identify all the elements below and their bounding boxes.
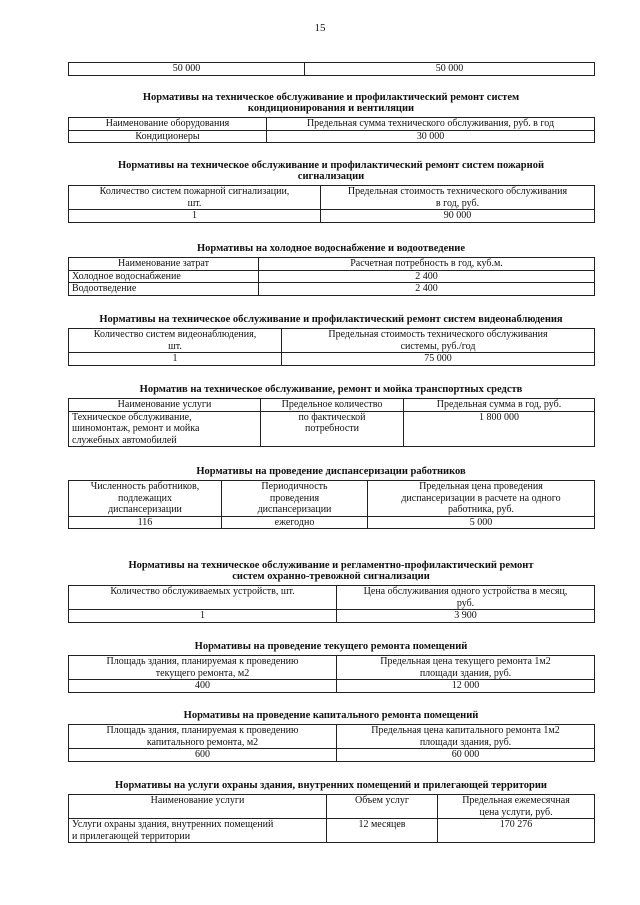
column-header: Наименование оборудования: [69, 118, 267, 131]
table-cell: 170 276: [438, 819, 595, 843]
table-cell: 5 000: [368, 516, 595, 529]
table-cell: [69, 819, 327, 843]
video-surveillance-table: [68, 328, 595, 366]
column-header: [282, 329, 595, 353]
table-header-row: [69, 258, 595, 271]
carryover-table-section: [68, 62, 594, 76]
section-title: Нормативы на техническое обслуживание и профилактический ремонт систем видеонаблюдения: [99, 314, 563, 325]
column-header: Наименование услуги: [69, 795, 327, 819]
table-header-row: [69, 186, 595, 210]
table-header-row: [69, 481, 595, 517]
header-line: Площадь здания, планируемая к проведению: [106, 656, 299, 667]
vehicle-maintenance-table: [68, 398, 595, 447]
cell-line: шиномонтаж, ремонт и мойка: [72, 423, 200, 434]
column-header: [321, 186, 595, 210]
header-line: руб.: [456, 597, 475, 609]
column-header: Предельная сумма технического обслуживания, руб. в год: [267, 118, 595, 131]
table-cell: 12 000: [337, 680, 595, 693]
section-title: [68, 160, 594, 182]
current-repair-section: [68, 641, 594, 693]
header-line: Предельная ежемесячная: [462, 795, 570, 806]
table-row: [69, 130, 595, 143]
header-line: цена услуги, руб.: [479, 806, 553, 818]
table-cell: 1 800 000: [404, 411, 595, 447]
cell-line: и прилегающей территории: [72, 830, 191, 842]
section-title: [68, 560, 594, 582]
table-row: [69, 270, 595, 283]
cell-line: по фактической: [298, 411, 366, 423]
column-header: Расчетная потребность в год, куб.м.: [259, 258, 595, 271]
column-header: [337, 656, 595, 680]
column-header: [69, 725, 337, 749]
section-title: Нормативы на услуги охраны здания, внутренних помещений и прилегающей территории: [115, 780, 547, 791]
section-title: Нормативы на проведение диспансеризации работников: [196, 466, 466, 477]
table-cell: [261, 411, 404, 447]
section-title: Нормативы на холодное водоснабжение и водоотведение: [196, 243, 466, 254]
table-header-row: [69, 118, 595, 131]
table-row: [69, 210, 595, 223]
title-line: Нормативы на техническое обслуживание и профилактический ремонт систем пожарной: [117, 160, 544, 171]
table-header-row: [69, 329, 595, 353]
fire-alarm-section: [68, 160, 594, 223]
table-header-row: [69, 399, 595, 412]
table-header-row: [69, 586, 595, 610]
column-header: [69, 329, 282, 353]
table-cell: 600: [69, 749, 337, 762]
column-header: [337, 725, 595, 749]
security-alarm-table: [68, 585, 595, 623]
table-row: [69, 283, 595, 296]
header-line: Количество систем видеонаблюдения,: [93, 329, 257, 340]
table-cell: ежегодно: [222, 516, 368, 529]
table-cell: 2 400: [259, 270, 595, 283]
section-title: Нормативы на проведение капитального ремонта помещений: [183, 710, 479, 721]
table-header-row: [69, 795, 595, 819]
cell-line: Техническое обслуживание,: [72, 411, 192, 423]
column-header: [368, 481, 595, 517]
column-header: [438, 795, 595, 819]
section-title: [68, 92, 594, 114]
table-cell: 50 000: [305, 63, 595, 76]
table-header-row: [69, 725, 595, 749]
table-row: [69, 353, 595, 366]
table-cell: Холодное водоснабжение: [69, 270, 259, 283]
header-line: работника, руб.: [448, 504, 514, 515]
column-header: Наименование услуги: [69, 399, 261, 412]
guard-services-table: [68, 794, 595, 843]
table-cell: Кондиционеры: [69, 130, 267, 143]
capital-repair-section: [68, 710, 594, 762]
table-cell: 1: [69, 353, 282, 366]
table-cell: 400: [69, 680, 337, 693]
column-header: Объем услуг: [327, 795, 438, 819]
guard-services-section: [68, 780, 594, 843]
title-line: Нормативы на техническое обслуживание и профилактический ремонт систем: [142, 92, 520, 103]
medical-exam-table: [68, 480, 595, 529]
header-line: Предельная стоимость технического обслуживания: [347, 186, 568, 197]
security-alarm-section: [68, 560, 594, 623]
column-header: [69, 481, 222, 517]
header-line: Предельная стоимость технического обслуживания: [328, 329, 548, 340]
table-cell: [69, 411, 261, 447]
table-cell: 116: [69, 516, 222, 529]
column-header: [222, 481, 368, 517]
column-header: Предельная сумма в год, руб.: [404, 399, 595, 412]
table-row: [69, 411, 595, 447]
title-line: сигнализации: [297, 171, 365, 182]
fire-alarm-table: [68, 185, 595, 223]
table-row: [69, 749, 595, 762]
ac-maintenance-section: [68, 92, 594, 143]
header-line: подлежащих: [118, 492, 172, 504]
title-line: Нормативы на техническое обслуживание и регламентно-профилактический ремонт: [128, 560, 534, 571]
header-line: системы, руб./год: [400, 340, 476, 352]
page-number: 15: [314, 22, 326, 34]
column-header: Количество обслуживаемых устройств, шт.: [69, 586, 337, 610]
table-row: [69, 516, 595, 529]
header-line: текущего ремонта, м2: [155, 667, 250, 679]
vehicle-maintenance-section: [68, 384, 594, 447]
water-supply-table: [68, 257, 595, 296]
table-cell: 75 000: [282, 353, 595, 366]
column-header: Наименование затрат: [69, 258, 259, 271]
table-cell: 50 000: [69, 63, 305, 76]
header-line: площади здания, руб.: [419, 667, 512, 679]
table-cell: 2 400: [259, 283, 595, 296]
section-title: Нормативы на проведение текущего ремонта помещений: [194, 641, 468, 652]
cell-line: потребности: [305, 423, 359, 434]
header-line: в год, руб.: [435, 197, 480, 209]
capital-repair-table: [68, 724, 595, 762]
table-cell: 12 месяцев: [327, 819, 438, 843]
table-cell: 30 000: [267, 130, 595, 143]
water-supply-section: [68, 243, 594, 296]
header-line: Предельная цена капитального ремонта 1м2: [371, 725, 560, 736]
table-cell: 3 900: [337, 610, 595, 623]
carryover-table: [68, 62, 595, 76]
header-line: Периодичность: [261, 481, 328, 492]
header-line: Предельная цена проведения: [419, 481, 543, 492]
header-line: Площадь здания, планируемая к проведению: [106, 725, 299, 736]
header-line: диспансеризации в расчете на одного: [401, 492, 561, 504]
header-line: площади здания, руб.: [419, 736, 512, 748]
header-line: шт.: [168, 340, 182, 352]
table-cell: 60 000: [337, 749, 595, 762]
current-repair-table: [68, 655, 595, 693]
header-line: Количество систем пожарной сигнализации,: [99, 186, 290, 197]
table-cell: 1: [69, 210, 321, 223]
header-line: Цена обслуживания одного устройства в месяц,: [363, 586, 568, 597]
section-title: Норматив на техническое обслуживание, ремонт и мойка транспортных средств: [139, 384, 523, 395]
header-line: диспансеризации: [108, 504, 182, 515]
cell-line: служебных автомобилей: [72, 434, 177, 446]
table-cell: Водоотведение: [69, 283, 259, 296]
table-row: [69, 63, 595, 76]
column-header: [337, 586, 595, 610]
table-cell: 1: [69, 610, 337, 623]
header-line: капитального ремонта, м2: [146, 736, 259, 748]
ac-maintenance-table: [68, 117, 595, 143]
title-line: систем охранно-тревожной сигнализации: [232, 571, 430, 582]
video-surveillance-section: [68, 314, 594, 366]
table-row: [69, 819, 595, 843]
header-line: диспансеризации: [257, 504, 332, 515]
column-header: [69, 656, 337, 680]
table-row: [69, 610, 595, 623]
table-row: [69, 680, 595, 693]
table-header-row: [69, 656, 595, 680]
column-header: [69, 186, 321, 210]
medical-exam-section: [68, 466, 594, 529]
header-line: шт.: [187, 197, 202, 209]
column-header: Предельное количество: [261, 399, 404, 412]
table-cell: 90 000: [321, 210, 595, 223]
header-line: Численность работников,: [90, 481, 200, 492]
header-line: Предельная цена текущего ремонта 1м2: [380, 656, 551, 667]
title-line: кондиционирования и вентиляции: [247, 103, 415, 114]
header-line: проведения: [269, 492, 320, 504]
cell-line: Услуги охраны здания, внутренних помещений: [72, 819, 274, 830]
